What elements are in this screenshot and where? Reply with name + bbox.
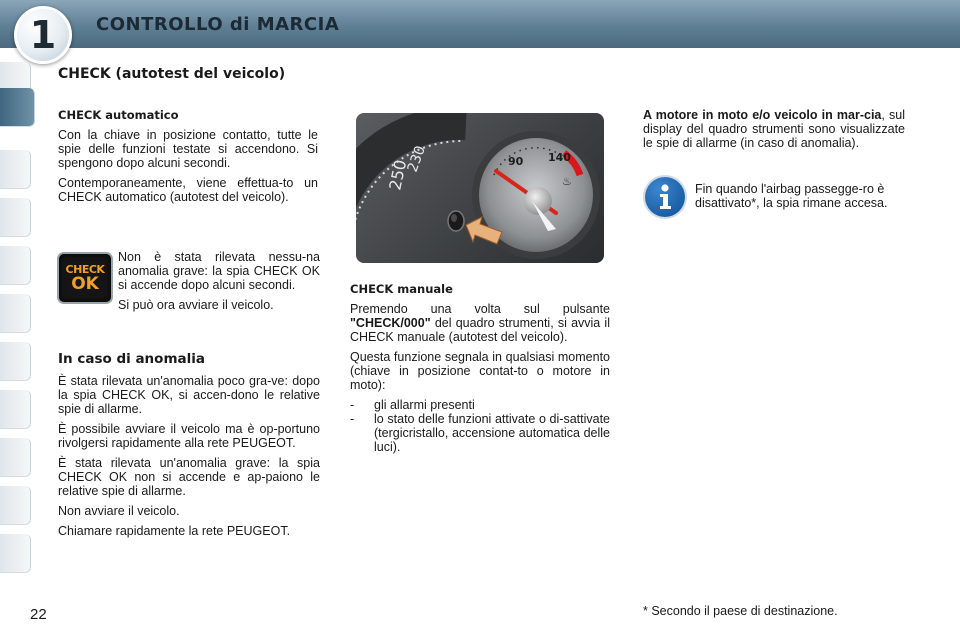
check-ok-warning-icon	[59, 254, 111, 302]
list-item	[350, 412, 610, 454]
anomaly-text-5: Chiamare rapidamente la rete PEUGEOT.	[58, 524, 291, 538]
check-000-label: "CHECK/000"	[350, 316, 431, 330]
check-icon-line1: CHECK	[65, 263, 105, 276]
anomaly-text-3: È stata rilevata un'anomalia grave: la spia CHECK OK non si accende e ap-paiono le relative spie di allarme.	[58, 456, 320, 498]
temp-label-140: 140	[548, 151, 571, 164]
section-title: CHECK (autotest del veicolo)	[58, 66, 286, 82]
header-bar	[0, 0, 960, 48]
side-tab[interactable]	[0, 150, 31, 189]
side-tab[interactable]	[0, 342, 31, 381]
list-bullet: -	[350, 398, 355, 412]
temp-label-90: 90	[508, 155, 524, 168]
check-manual-heading: CHECK manuale	[350, 282, 453, 296]
check-manual-text-1	[350, 302, 610, 344]
airbag-note-text: Fin quando l'airbag passegge-ro è disattivato*, la spia rimane accesa.	[695, 182, 888, 210]
check-manual-block	[350, 282, 610, 454]
check-button-highlight	[451, 214, 457, 222]
check-ok-note	[118, 250, 320, 318]
check-manual-text-1c: del quadro strumenti, si avvia il CHECK manuale (autotest del veicolo).	[350, 316, 610, 344]
anomaly-heading: In caso di anomalia	[58, 351, 205, 367]
side-tab-active[interactable]	[0, 88, 35, 127]
side-tab[interactable]	[0, 294, 31, 333]
side-tab[interactable]	[0, 198, 31, 237]
side-tab[interactable]	[0, 486, 31, 525]
check-auto-block	[58, 108, 318, 210]
speedometer-arc	[356, 123, 466, 263]
engine-running-block	[643, 108, 905, 156]
check-manual-text-2: Questa funzione segnala in qualsiasi momento (chiave in posizione contat-to o motore in moto):	[350, 350, 610, 392]
engine-running-text	[643, 108, 905, 150]
instrument-cluster-illustration	[356, 113, 604, 263]
side-tab-strip	[0, 62, 34, 578]
check-ok-note-text-2: Si può ora avviare il veicolo.	[118, 298, 274, 312]
speed-label-250: 250	[385, 158, 411, 192]
info-icon	[645, 177, 685, 217]
chapter-title: CONTROLLO di MARCIA	[96, 14, 340, 35]
check-auto-text-2: Contemporaneamente, viene effettua-to un CHECK automatico (autotest del veicolo).	[58, 176, 318, 204]
engine-running-rest: , sul display del quadro strumenti sono visualizzate le spie di allarme (in caso di anomalia).	[643, 108, 905, 150]
engine-running-lead: A motore in moto e/o veicolo in mar-cia	[643, 108, 882, 122]
coolant-symbol-icon: ♨	[562, 175, 572, 188]
airbag-note	[695, 182, 905, 216]
list-item-text: lo stato delle funzioni attivate o di-sattivate (tergicristallo, accensione automatica delle luci).	[374, 412, 610, 454]
list-item-text: gli allarmi presenti	[374, 398, 475, 412]
info-glyph	[645, 177, 685, 217]
anomaly-text-2: È possibile avviare il veicolo ma è op-portuno rivolgersi rapidamente alla rete PEUGEOT.	[58, 422, 320, 450]
list-bullet: -	[350, 412, 355, 426]
dashboard-photo	[356, 113, 604, 263]
side-tab[interactable]	[0, 390, 31, 429]
page-number: 22	[30, 606, 47, 623]
speed-label-230: 230	[404, 143, 429, 175]
chapter-badge[interactable]	[14, 6, 72, 64]
check-auto-heading: CHECK automatico	[58, 108, 179, 122]
chapter-number: 1	[29, 13, 57, 57]
side-tab[interactable]	[0, 534, 31, 573]
check-icon-line2: OK	[71, 274, 99, 294]
check-ok-note-text-1: Non è stata rilevata nessu-na anomalia grave: la spia CHECK OK si accende dopo alcuni secondi.	[118, 250, 320, 292]
check-000-button	[448, 211, 464, 231]
check-manual-text-1a: Premendo una volta sul pulsante	[350, 302, 610, 316]
check-auto-text-1: Con la chiave in posizione contatto, tutte le spie delle funzioni testate si accendono. Si spengono dopo alcuni secondi.	[58, 128, 318, 170]
list-item	[350, 398, 610, 412]
footnote: * Secondo il paese di destinazione.	[643, 604, 838, 618]
side-tab[interactable]	[0, 438, 31, 477]
side-tab[interactable]	[0, 246, 31, 285]
anomaly-text-1: È stata rilevata un'anomalia poco gra-ve: dopo la spia CHECK OK, si accen-dono le relative spie di allarme.	[58, 374, 320, 416]
anomaly-block	[58, 352, 320, 544]
anomaly-text-4: Non avviare il veicolo.	[58, 504, 180, 518]
